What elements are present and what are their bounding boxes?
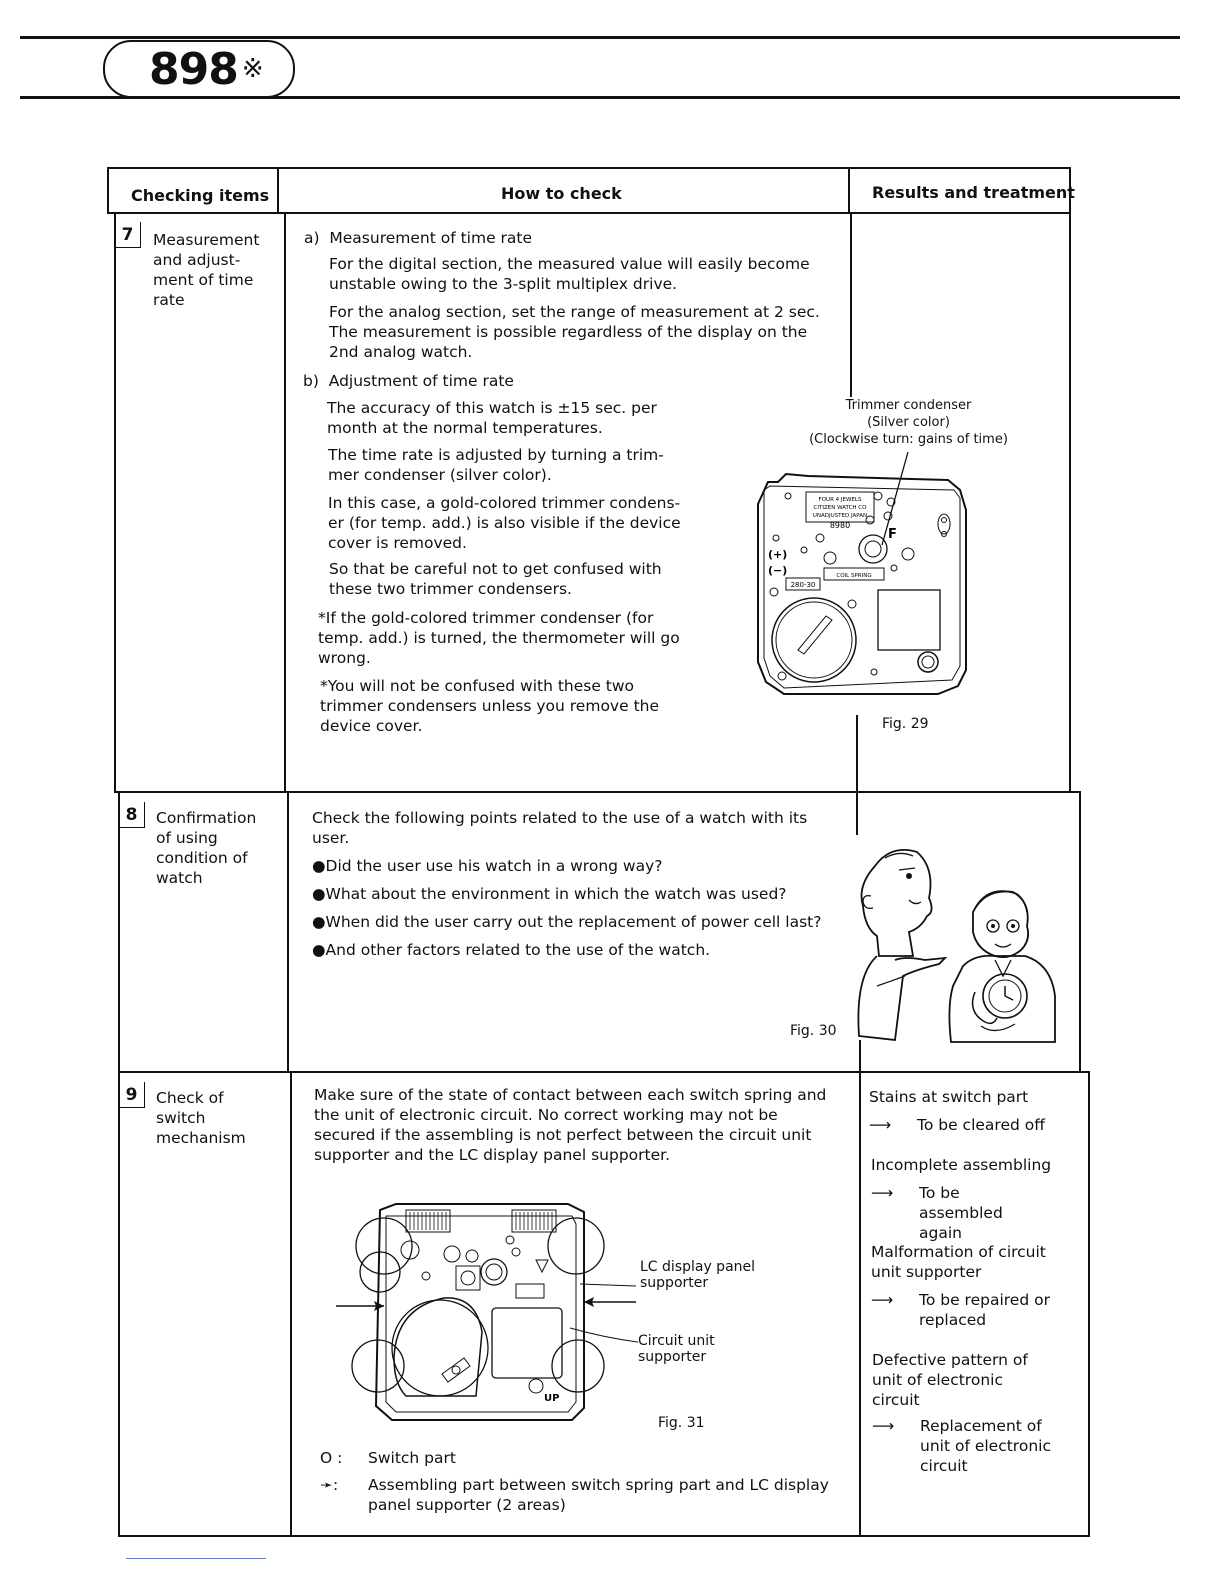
result-cause: Malformation of circuit unit supporter xyxy=(871,1243,1046,1281)
arrow-icon: ⟶ xyxy=(871,1291,894,1309)
row-number: 9 xyxy=(119,1082,145,1108)
note: *You will not be confused with these two trimmer condensers unless you remove the device cover. xyxy=(320,677,660,735)
result-treatment: To be assembled again xyxy=(919,1184,1003,1242)
row-number: 7 xyxy=(115,222,141,248)
list-item: ●And other factors related to the use of the watch. xyxy=(312,941,711,959)
figure-label: 280-30 xyxy=(790,581,816,589)
model-mark: ※ xyxy=(241,54,264,84)
check-b-paragraph: The time rate is adjusted by turning a trim-mer condenser (silver color). xyxy=(328,446,664,484)
figure-label: (−) xyxy=(768,564,788,577)
figure-caption: Fig. 29 xyxy=(882,716,929,732)
table-border-top xyxy=(107,167,1071,169)
row-divider-7-8 xyxy=(114,791,1081,793)
list-item: ●Did the user use his watch in a wrong way? xyxy=(312,857,663,875)
column-header-checking-items: Checking items xyxy=(131,186,270,205)
result-treatment: Replacement of unit of electronic circuit xyxy=(920,1417,1051,1475)
circuit-diagram xyxy=(336,1198,646,1424)
model-badge xyxy=(103,40,295,98)
column-divider-2 xyxy=(850,212,852,397)
column-divider-2 xyxy=(859,1040,861,1537)
result-entry xyxy=(871,1242,1071,1330)
table-border-right xyxy=(1088,1072,1090,1537)
table-border-right xyxy=(1079,792,1081,1072)
model-number: 898 xyxy=(149,43,238,95)
column-divider-1 xyxy=(287,792,289,1072)
check-b-paragraph: In this case, a gold-colored trimmer condens-er (for temp. add.) is also visible if the device cover is removed. xyxy=(328,494,681,552)
cu-label-line: supporter xyxy=(638,1349,707,1365)
check-b-paragraph: The accuracy of this watch is ±15 sec. per month at the normal temperatures. xyxy=(327,399,657,437)
check-b-paragraph: So that be careful not to get confused with these two trimmer condensers. xyxy=(329,560,662,598)
figure-label xyxy=(640,1259,755,1291)
figure-label: UP xyxy=(544,1393,560,1404)
row-divider-8-9 xyxy=(118,1071,1090,1073)
legend-circle-text: Switch part xyxy=(368,1449,456,1467)
callout-line: (Silver color) xyxy=(867,415,950,430)
table-border-right xyxy=(1069,167,1071,792)
footer-line xyxy=(126,1558,266,1559)
figure-caption: Fig. 30 xyxy=(790,1023,837,1039)
figure-label: FOUR 4 JEWELS xyxy=(818,497,862,503)
figure-label: F xyxy=(888,527,897,542)
arrow-icon: ⟶ xyxy=(869,1116,892,1134)
figure-label: CITIZEN WATCH CO xyxy=(813,505,867,511)
lc-label-line: LC display panel xyxy=(640,1259,756,1275)
check-a-paragraph: For the digital section, the measured value will easily become unstable owing to the 3-split multiplex drive. xyxy=(329,255,810,293)
result-entry xyxy=(871,1155,1071,1243)
note: *If the gold-colored trimmer condenser (for temp. add.) is turned, the thermometer will go wrong. xyxy=(318,609,680,667)
arrow-icon: ⟶ xyxy=(872,1417,895,1435)
checking-item: Confirmation of using condition of watch xyxy=(156,809,257,887)
column-divider-1 xyxy=(290,1072,292,1537)
column-divider-2 xyxy=(848,167,850,213)
legend-arrow-text: Assembling part between switch spring part and LC display panel supporter (2 areas) xyxy=(368,1476,829,1514)
lc-label-line: supporter xyxy=(640,1275,709,1291)
result-cause: Stains at switch part xyxy=(869,1088,1029,1106)
figure-label: UNADJUSTED JAPAN xyxy=(812,513,868,519)
list-item: ●What about the environment in which the watch was used? xyxy=(312,885,787,903)
table-border-bottom xyxy=(118,1535,1090,1537)
table-header-divider xyxy=(107,212,1071,214)
figure-label: COIL SPRING xyxy=(836,573,872,579)
checking-item: Check of switch mechanism xyxy=(156,1089,246,1147)
figure-label: (+) xyxy=(768,548,788,561)
table-border-left xyxy=(107,167,109,213)
figure-label xyxy=(638,1333,715,1365)
trimmer-callout xyxy=(796,397,1021,448)
check-intro: Check the following points related to the use of a watch with its user. xyxy=(312,809,808,847)
result-treatment: To be repaired or replaced xyxy=(919,1291,1050,1329)
column-divider-1 xyxy=(284,212,286,792)
column-divider-1 xyxy=(277,167,279,213)
column-header-results: Results and treatment xyxy=(872,183,1075,202)
table-border-left xyxy=(118,792,120,1537)
result-cause: Incomplete assembling xyxy=(871,1156,1052,1174)
legend-circle-symbol: O : xyxy=(320,1449,343,1467)
check-a-title: a) Measurement of time rate xyxy=(304,229,533,247)
callout-line: (Clockwise turn: gains of time) xyxy=(809,432,1008,447)
row-number: 8 xyxy=(119,802,145,828)
movement-diagram xyxy=(748,450,978,700)
check-b-title: b) Adjustment of time rate xyxy=(303,372,514,390)
legend-arrow-symbol: ➛: xyxy=(320,1476,339,1494)
result-treatment: To be cleared off xyxy=(917,1116,1045,1134)
user-illustration xyxy=(855,836,1065,1048)
check-intro: Make sure of the state of contact between each switch spring and the unit of electronic circuit. No correct working may not be secured if the assembling is not perfect between the circuit unit supporter and the LC display panel supporter. xyxy=(314,1086,827,1164)
check-a-paragraph: For the analog section, set the range of measurement at 2 sec. The measurement is possible regardless of the display on the 2nd analog watch. xyxy=(329,303,820,361)
column-divider-2 xyxy=(856,715,858,835)
top-rule xyxy=(20,36,1180,39)
result-entry xyxy=(872,1350,1072,1476)
figure-label: 8980 xyxy=(829,521,851,530)
figure-caption: Fig. 31 xyxy=(658,1415,705,1431)
check-list xyxy=(312,856,842,968)
table-border-left xyxy=(114,212,116,792)
result-cause: Defective pattern of unit of electronic circuit xyxy=(872,1351,1028,1409)
callout-line: Trimmer condenser xyxy=(845,398,972,413)
checking-item: Measurement and adjust-ment of time rate xyxy=(153,231,260,309)
cu-label-line: Circuit unit xyxy=(638,1333,715,1349)
result-entry xyxy=(869,1087,1069,1135)
arrow-icon: ⟶ xyxy=(871,1184,894,1202)
list-item: ●When did the user carry out the replacement of power cell last? xyxy=(312,913,822,931)
column-header-how-to-check: How to check xyxy=(501,184,622,203)
